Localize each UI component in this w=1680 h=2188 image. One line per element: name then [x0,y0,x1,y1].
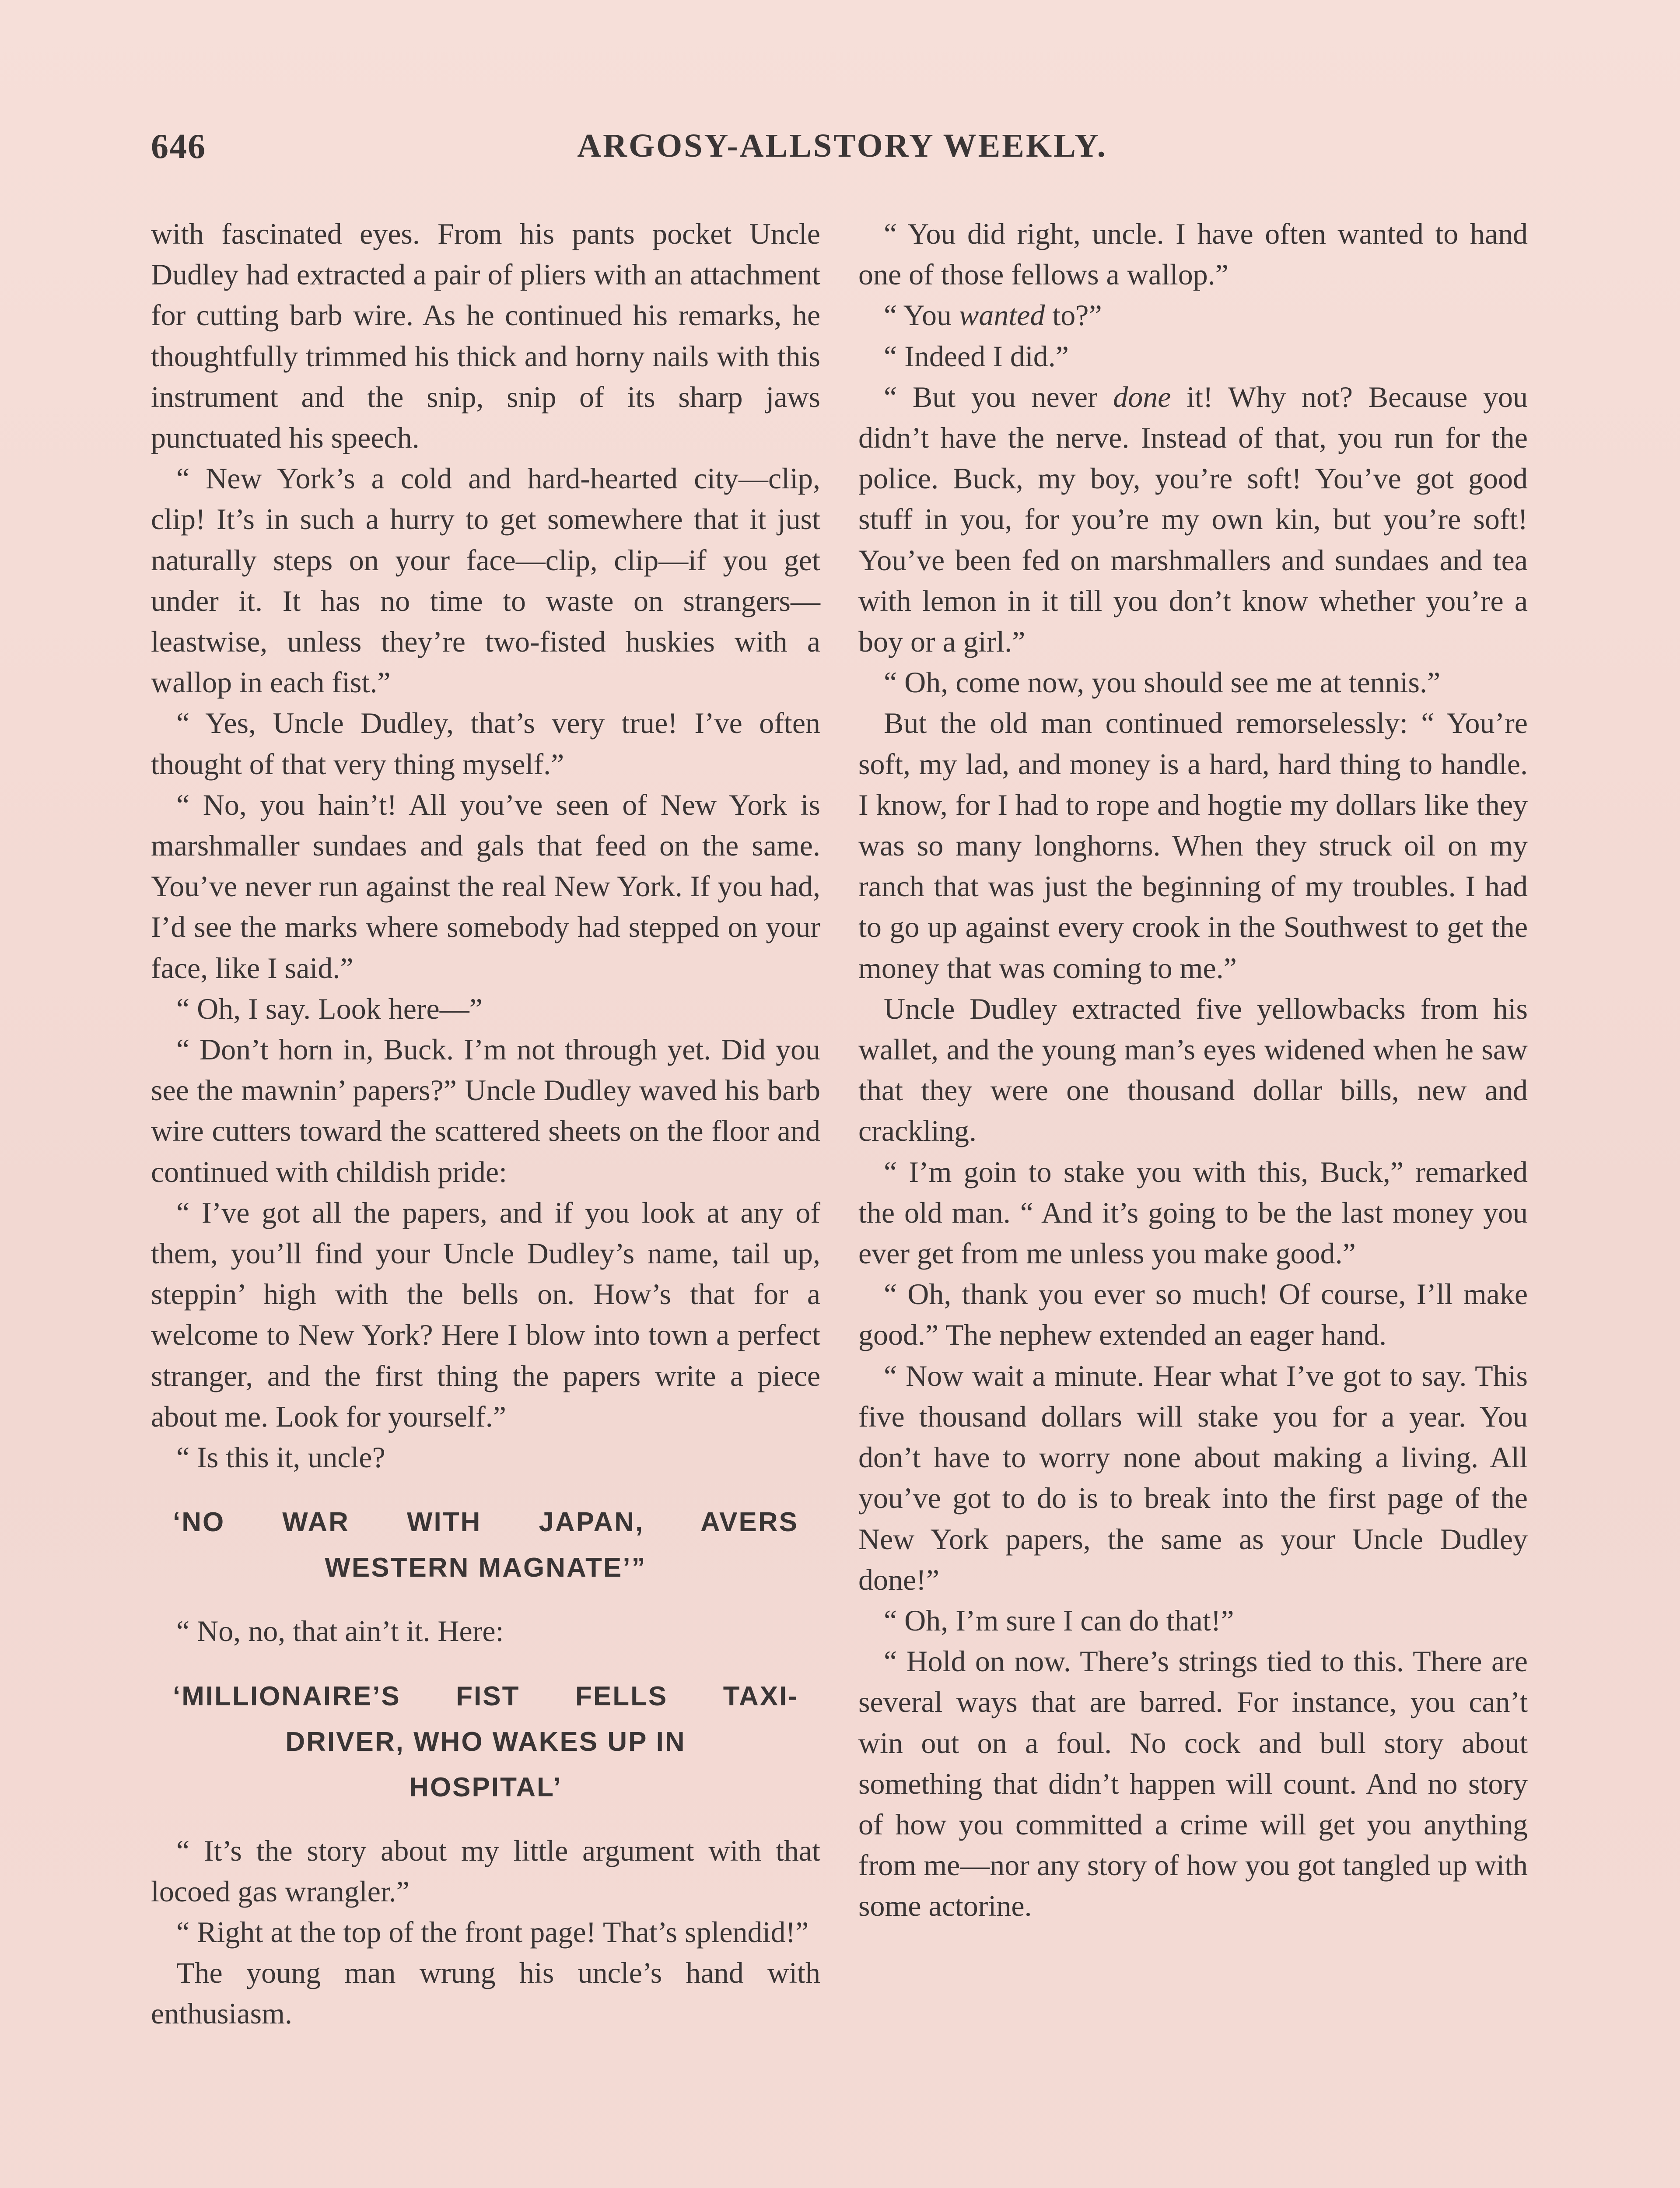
emphasis: done [1113,380,1171,414]
running-title: ARGOSY-ALLSTORY WEEKLY. [577,127,1107,164]
paragraph: “ No, no, that ain’t it. Here: [176,1614,504,1648]
paragraph: “ Oh, I say. Look here—” [176,992,483,1025]
page-number: 646 [151,127,206,166]
text-run: to?” [1045,298,1102,332]
page-header [151,127,1533,179]
paragraph: “ Don’t horn in, Buck. I’m not through yet. Did you see the mawnin’ papers?” Uncle Dudley waved his barb wire cutters toward the scattered sheets on the floor and continued with childish pride: [151,1033,820,1189]
paragraph: Uncle Dudley extracted five yellowbacks from his wallet, and the young man’s eyes widened when he saw that they were one thousand dollar bills, new and crackling. [858,992,1528,1148]
paragraph: The young man wrung his uncle’s hand with enthusiasm. [151,1956,820,2030]
paragraph: “ No, you hain’t! All you’ve seen of New York is marshmaller sundaes and gals that feed on the same. You’ve never run against the real New York. If you had, I’d see the marks where somebody had stepped on your face, like I said.” [151,788,820,985]
left-column [151,214,820,2034]
paragraph: “ It’s the story about my little argument with that locoed gas wrangler.” [151,1834,820,1908]
paragraph: “ I’ve got all the papers, and if you look at any of them, you’ll find your Uncle Dudley’s name, tail up, steppin’ high with the bells on. How’s that for a welcome to New York? Here I blow into town a perfect stranger, and the first thing the papers write a piece about me. Look for yourself.” [151,1196,820,1433]
paragraph: “ Hold on now. There’s strings tied to this. There are several ways that are barred. For instance, you can’t win out on a foul. No cock and bull story about something that didn’t happen will count. And no story of how you committed a crime will get you anything from me—nor any story of how you got tangled up with some actorine. [858,1645,1528,1923]
paragraph: “ Indeed I did.” [884,339,1069,373]
paragraph: “ Yes, Uncle Dudley, that’s very true! I’ve often thought of that very thing myself.” [151,706,820,781]
paragraph: “ Is this it, uncle? [176,1441,385,1474]
paragraph: “ You did right, uncle. I have often wanted to hand one of those fellows a wallop.” [858,217,1528,291]
paragraph: with fascinated eyes. From his pants pocket Uncle Dudley had extracted a pair of pliers with an attachment for cutting barb wire. As he continued his remarks, he thoughtfully trimmed his thick and horny nails with this instrument and the snip, snip of its sharp jaws punctuated his speech. [151,217,820,455]
headline-line: WESTERN MAGNATE’” [325,1553,647,1583]
text-run: “ You [884,298,959,332]
headline-line: ‘MILLIONAIRE’S FIST FELLS TAXI- [173,1681,798,1711]
paragraph: “ Now wait a minute. Hear what I’ve got to say. This five thousand dollars will stake you for a year. You don’t have to worry none about making a living. All you’ve got to do is to break into the first page of the New York papers, the same as your Uncle Dudley done!” [858,1359,1528,1596]
paragraph [858,377,1528,662]
right-column [858,214,1528,1927]
newspaper-headline [151,1674,820,1810]
emphasis: wanted [959,298,1045,332]
paragraph: “ Oh, come now, you should see me at tennis.” [884,666,1441,699]
paragraph: But the old man continued remorselessly: “ You’re soft, my lad, and money is a hard, hard thing to handle. I know, for I had to rope and hogtie my dollars like they was so many longhorns. When they struck oil on my ranch that was just the beginning of my troubles. I had to go up against every crook in the Southwest to get the money that was coming to me.” [858,706,1528,985]
paragraph: “ New York’s a cold and hard-hearted city—clip, clip! It’s in such a hurry to get somewhere that it just naturally steps on your face—clip, clip—if you get under it. It has no time to waste on strangers—leastwise, unless they’re two-fisted huskies with a wallop in each fist.” [151,462,820,699]
paragraph: “ Oh, thank you ever so much! Of course, I’ll make good.” The nephew extended an eager hand. [858,1277,1528,1352]
headline-line: HOSPITAL’ [409,1772,562,1802]
text-run: “ But you never [884,380,1113,414]
headline-line: DRIVER, WHO WAKES UP IN [285,1726,686,1757]
text-run: it! Why not? Because you didn’t have the nerve. Instead of that, you run for the police. Buck, my boy, you’re soft! You’ve got good stuff in you, for you’re my own kin, but you’re soft! You’ve been fed on marshmallers and sundaes and tea with lemon in it till you don’t know whether you’re a boy or a girl.” [858,380,1528,659]
paragraph [858,295,1528,336]
headline-line: ‘NO WAR WITH JAPAN, AVERS [173,1507,798,1538]
paragraph: “ Oh, I’m sure I can do that!” [884,1603,1234,1637]
newspaper-headline [151,1500,820,1591]
paragraph: “ Right at the top of the front page! That’s splendid!” [176,1915,809,1949]
paragraph: “ I’m goin to stake you with this, Buck,” remarked the old man. “ And it’s going to be the last money you ever get from me unless you make good.” [858,1155,1528,1270]
